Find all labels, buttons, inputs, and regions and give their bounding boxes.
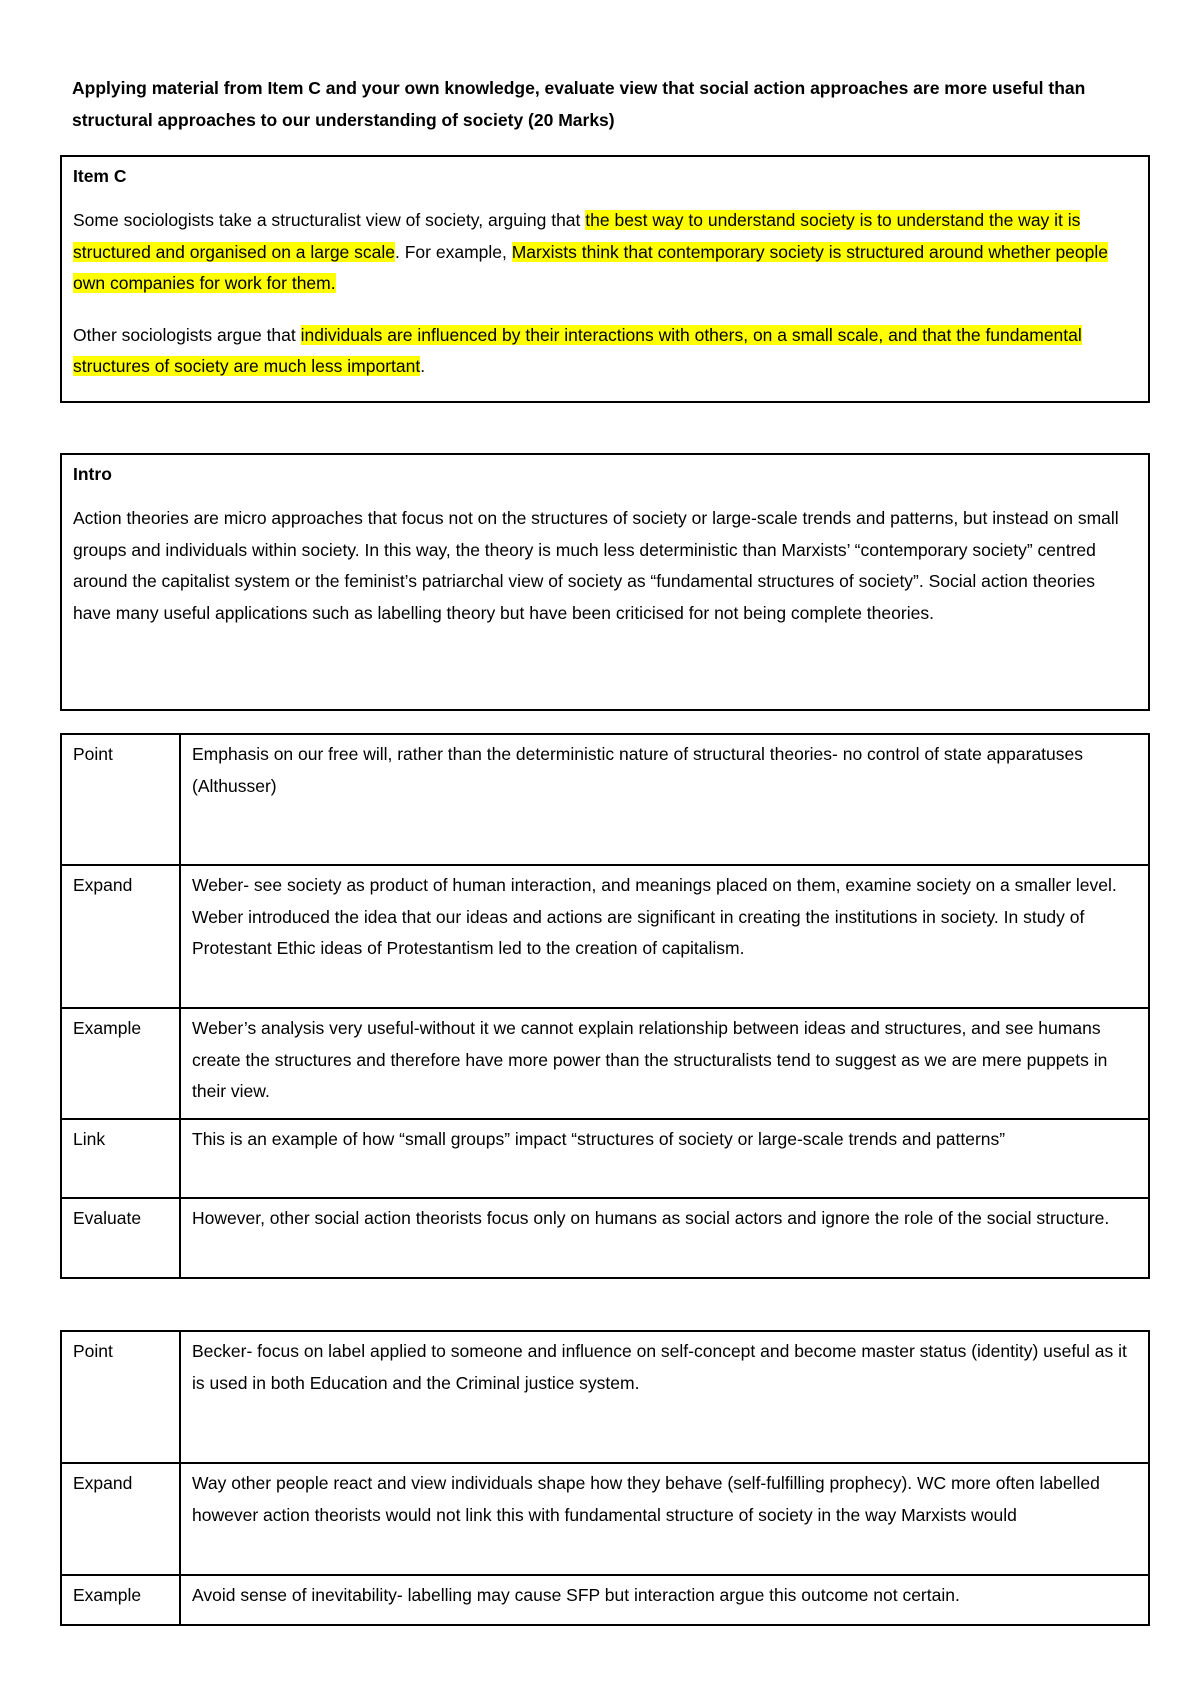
row-text: Avoid sense of inevitability- labelling may cause SFP but interaction argue this outcome not certain. — [180, 1575, 1149, 1625]
item-c-p1-text-1: Some sociologists take a structuralist view of society, arguing that — [73, 210, 586, 230]
item-c-p2-text-2: . — [420, 356, 426, 376]
table-row — [61, 1331, 1149, 1463]
row-text: However, other social action theorists focus only on humans as social actors and ignore the role of the social structure. — [180, 1198, 1149, 1278]
row-text: Becker- focus on label applied to someone and influence on self-concept and become master status (identity) useful as it is used in both Education and the Criminal justice system. — [180, 1331, 1149, 1463]
row-label: Point — [61, 734, 180, 865]
item-c-p1-text-2: . For example, — [395, 241, 512, 262]
item-c-paragraph-1 — [73, 205, 1137, 300]
row-text: Way other people react and view individuals shape how they behave (self-fulfilling prophecy). WC more often labelled however action theorists would not link this with fundamental structure of society in the way Marxists would — [180, 1463, 1149, 1575]
table-row — [61, 1575, 1149, 1625]
item-c-p1-highlight-1: the best way to understand society is to understand the way it is structured and organised on a large scale — [73, 210, 1081, 262]
peel-table-2 — [60, 1330, 1150, 1626]
table-row — [61, 865, 1149, 1008]
row-label: Point — [61, 1331, 180, 1463]
table-row — [61, 1008, 1149, 1119]
item-c-p2-highlight-1: individuals are influenced by their interactions with others, on a small scale, and that the fundamental structures of society are much less important — [73, 324, 1082, 376]
item-c-box — [60, 155, 1150, 403]
table-row — [61, 1198, 1149, 1278]
essay-question: Applying material from Item C and your own knowledge, evaluate view that social action approaches are more useful than structural approaches to our understanding of society (20 Marks) — [72, 78, 1086, 130]
row-text: Emphasis on our free will, rather than the deterministic nature of structural theories- no control of state apparatuses (Althusser) — [180, 734, 1149, 865]
item-c-p2-text-1: Other sociologists argue that — [73, 324, 301, 345]
table-row — [61, 1463, 1149, 1575]
item-c-heading: Item C — [73, 166, 127, 186]
item-c-p1-highlight-2: Marxists think that contemporary society is structured around whether people own companies for work for them. — [73, 241, 1108, 293]
row-label: Example — [61, 1575, 180, 1625]
table-row — [61, 1119, 1149, 1198]
intro-paragraph: Action theories are micro approaches that focus not on the structures of society or large-scale trends and patterns, but instead on small groups and individuals within society. In this way, the theory is much less deterministic than Marxists’ “contemporary society” centred around the capitalist system or the feminist’s patriarchal view of society as “fundamental structures of society”. Social action theories have many useful applications such as labelling theory but have been criticised for not being complete theories. — [73, 508, 1119, 623]
row-text: This is an example of how “small groups” impact “structures of society or large-scale trends and patterns” — [180, 1119, 1149, 1198]
row-text: Weber- see society as product of human interaction, and meanings placed on them, examine society on a smaller level. Weber introduced the idea that our ideas and actions are significant in creating the institutions in society. In study of Protestant Ethic ideas of Protestantism led to the creation of capitalism. — [180, 865, 1149, 1008]
table-row — [61, 734, 1149, 865]
intro-box — [60, 453, 1150, 711]
item-c-paragraph-2 — [73, 320, 1137, 383]
row-label: Expand — [61, 865, 180, 1008]
row-label: Link — [61, 1119, 180, 1198]
row-label: Expand — [61, 1463, 180, 1575]
peel-table-1 — [60, 733, 1150, 1279]
intro-heading: Intro — [73, 464, 112, 484]
row-label: Evaluate — [61, 1198, 180, 1278]
row-text: Weber’s analysis very useful-without it we cannot explain relationship between ideas and structures, and see humans create the structures and therefore have more power than the structuralists tend to suggest as we are mere puppets in their view. — [180, 1008, 1149, 1119]
row-label: Example — [61, 1008, 180, 1119]
